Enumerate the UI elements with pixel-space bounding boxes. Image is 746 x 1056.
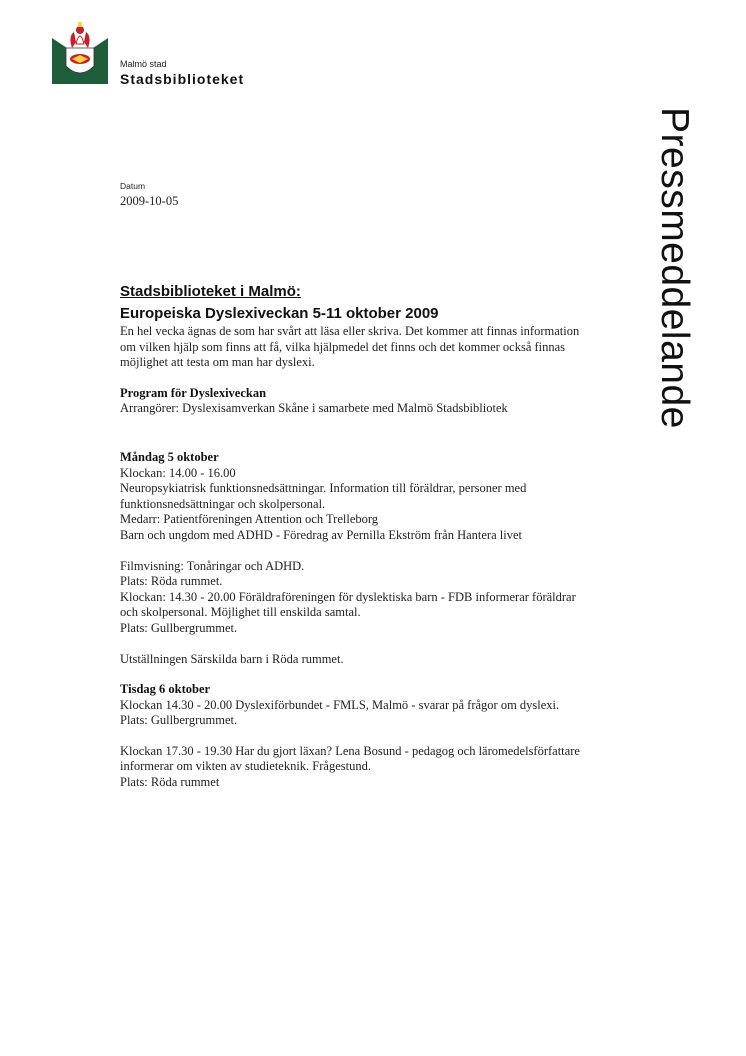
tuesday-fmls: Klockan 14.30 - 20.00 Dyslexiförbundet - FMLS, Malmö - svarar på frågor om dyslexi. xyxy=(120,697,560,712)
monday-heading: Måndag 5 oktober xyxy=(120,449,219,464)
tuesday-talk-place: Plats: Röda rummet xyxy=(120,775,220,790)
program-organizers: Arrangörer: Dyslexisamverkan Skåne i samarbete med Malmö Stadsbibliotek xyxy=(120,401,508,416)
date-label: Datum xyxy=(120,181,146,191)
monday-lecture: Barn och ungdom med ADHD - Föredrag av Pernilla Ekström från Hantera livet xyxy=(120,527,522,542)
monday-time: Klockan: 14.00 - 16.00 xyxy=(120,465,236,480)
release-title: Europeiska Dyslexiveckan 5-11 oktober 2009 xyxy=(120,305,439,322)
release-intro: En hel vecka ägnas de som har svårt att läsa eller skriva. Det kommer att finnas information om vilken hjälp som finns att få, vilka hjälpmedel det finns och det kommer också finnas möjlighet att testa om man har dyslexi. xyxy=(120,324,580,370)
date-value: 2009-10-05 xyxy=(120,194,179,208)
city-coat-of-arms-logo xyxy=(52,22,108,84)
tuesday-heading: Tisdag 6 oktober xyxy=(120,682,211,697)
monday-description: Neuropsykiatrisk funktionsnedsättningar. Information till föräldrar, personer med funktionsnedsättningar och skolpersonal. xyxy=(120,481,527,511)
monday-exhibition: Utställningen Särskilda barn i Röda rummet. xyxy=(120,651,344,666)
monday-fdb-place: Plats: Gullbergrummet. xyxy=(120,620,238,635)
press-release-body xyxy=(120,282,590,791)
program-heading: Program för Dyslexiveckan xyxy=(120,385,267,400)
tuesday-fmls-place: Plats: Gullbergrummet. xyxy=(120,713,238,728)
organization-unit: Stadsbiblioteket xyxy=(120,71,245,87)
release-kicker: Stadsbiblioteket i Malmö: xyxy=(120,283,301,300)
tuesday-talk: Klockan 17.30 - 19.30 Har du gjort läxan? Lena Bosund - pedagog och läromedelsförfattare informerar om vikten av studieteknik. Frågestund. xyxy=(120,743,580,774)
monday-participants: Medarr: Patientföreningen Attention och Trelleborg xyxy=(120,512,379,527)
monday-fdb: Klockan: 14.30 - 20.00 Föräldraföreningen för dyslektiska barn - FDB informerar föräldrar och skolpersonal. Möjlighet till enskilda samtal. xyxy=(120,589,576,620)
press-release-side-label: Pressmeddelande xyxy=(653,107,696,429)
monday-film-place: Plats: Röda rummet. xyxy=(120,574,223,589)
organization-name: Malmö stad xyxy=(120,59,167,69)
monday-film: Filmvisning: Tonåringar och ADHD. xyxy=(120,558,305,573)
